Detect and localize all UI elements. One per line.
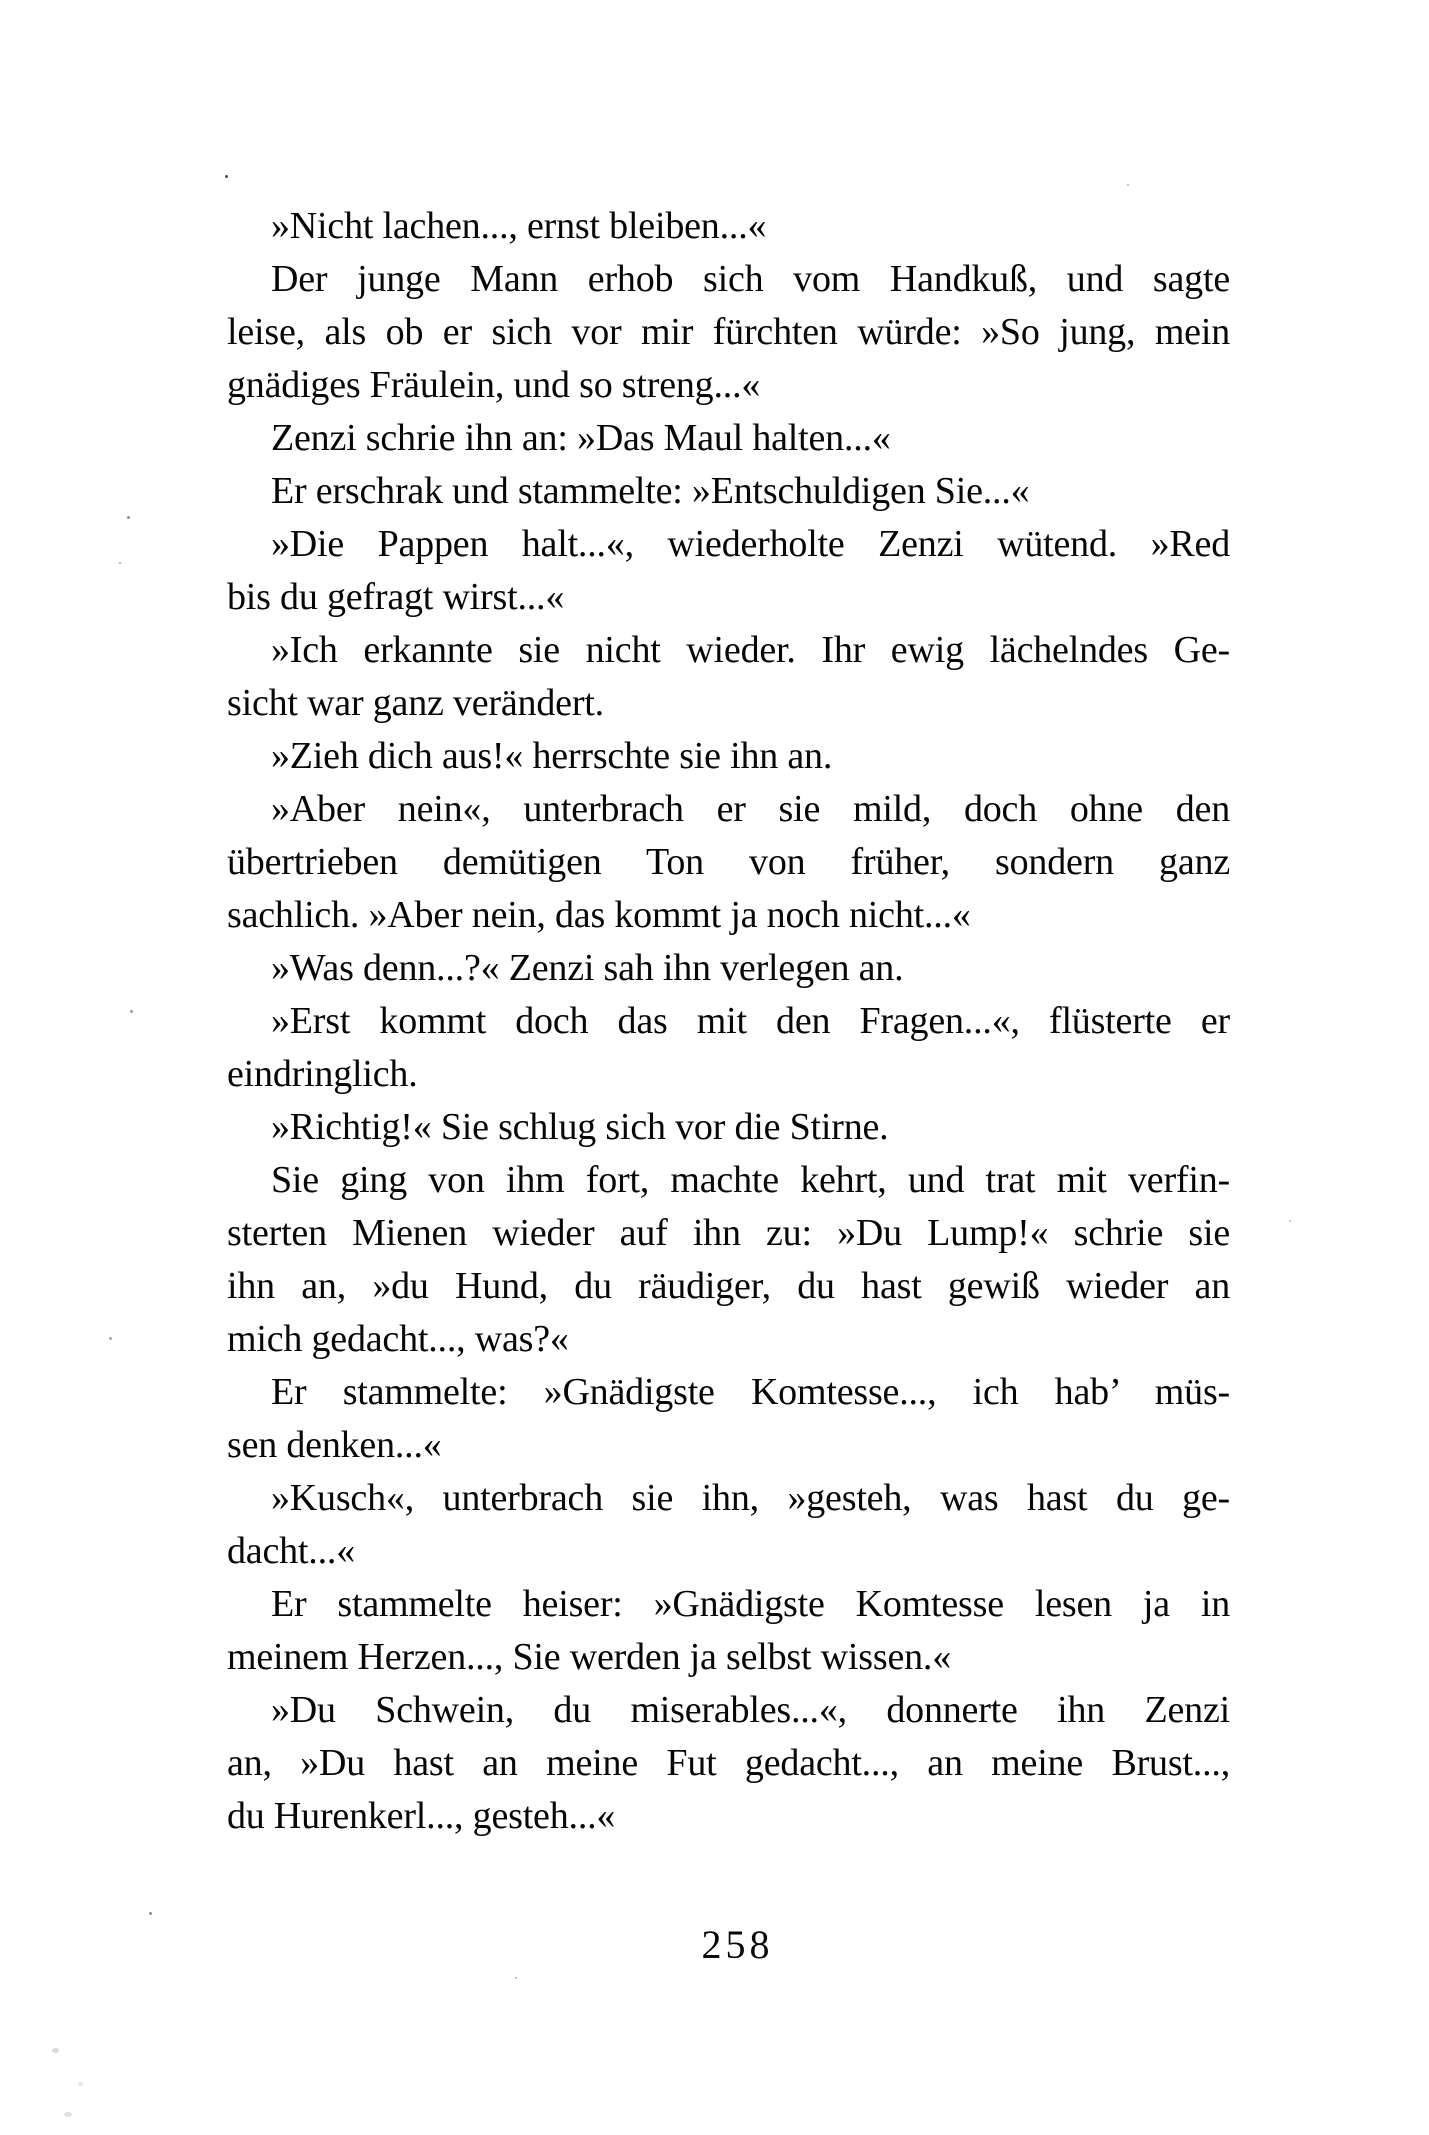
text-line: Er stammelte heiser: »Gnädigste Komtesse lesen ja in xyxy=(271,1583,1230,1625)
text-line: du Hurenkerl..., gesteh...« xyxy=(227,1795,616,1837)
text-line: »Ich erkannte sie nicht wieder. Ihr ewig lächelndes Ge- xyxy=(271,629,1230,671)
text-line: Er stammelte: »Gnädigste Komtesse..., ich hab’ müs- xyxy=(271,1371,1230,1413)
scan-speck xyxy=(52,2048,59,2053)
text-line: »Richtig!« Sie schlug sich vor die Stirne. xyxy=(271,1106,889,1148)
scan-speck xyxy=(130,1010,133,1013)
scan-speck xyxy=(1289,1220,1291,1222)
text-block xyxy=(227,200,1230,1843)
scan-speck xyxy=(127,516,130,519)
text-line: »Zieh dich aus!« herrschte sie ihn an. xyxy=(271,735,833,777)
scan-speck xyxy=(64,2112,72,2117)
page-number: 258 xyxy=(701,1922,774,1967)
scan-speck xyxy=(78,2082,83,2086)
text-line: meinem Herzen..., Sie werden ja selbst wissen.« xyxy=(227,1636,952,1678)
text-line: »Kusch«, unterbrach sie ihn, »gesteh, was hast du ge- xyxy=(271,1477,1230,1519)
text-line: dacht...« xyxy=(227,1530,355,1572)
scan-speck xyxy=(109,1337,112,1340)
text-line: Er erschrak und stammelte: »Entschuldigen Sie...« xyxy=(271,470,1030,512)
text-line: sterten Mienen wieder auf ihn zu: »Du Lump!« schrie sie xyxy=(227,1212,1230,1254)
text-line: Sie ging von ihm fort, machte kehrt, und trat mit verfin- xyxy=(271,1159,1230,1201)
text-line: mich gedacht..., was?« xyxy=(227,1318,569,1360)
scan-speck xyxy=(1127,184,1129,186)
text-line: eindringlich. xyxy=(227,1053,418,1095)
text-line: bis du gefragt wirst...« xyxy=(227,576,565,618)
text-line: Zenzi schrie ihn an: »Das Maul halten...« xyxy=(271,417,891,459)
scan-speck xyxy=(515,1977,517,1979)
text-line: »Erst kommt doch das mit den Fragen...«, flüsterte er xyxy=(271,1000,1230,1042)
scan-speck xyxy=(149,1912,152,1915)
text-line: »Aber nein«, unterbrach er sie mild, doch ohne den xyxy=(271,788,1230,830)
text-line: Der junge Mann erhob sich vom Handkuß, und sagte xyxy=(271,258,1230,300)
text-line: leise, als ob er sich vor mir fürchten würde: »So jung, mein xyxy=(227,311,1230,353)
text-line: »Die Pappen halt...«, wiederholte Zenzi wütend. »Red xyxy=(271,523,1230,565)
text-line: ihn an, »du Hund, du räudiger, du hast gewiß wieder an xyxy=(227,1265,1230,1307)
text-line: sachlich. »Aber nein, das kommt ja noch nicht...« xyxy=(227,894,971,936)
text-line: »Du Schwein, du miserables...«, donnerte ihn Zenzi xyxy=(271,1689,1230,1731)
text-line: sicht war ganz verändert. xyxy=(227,682,604,724)
text-line: an, »Du hast an meine Fut gedacht..., an meine Brust..., xyxy=(227,1742,1230,1784)
text-line: übertrieben demütigen Ton von früher, sondern ganz xyxy=(227,841,1230,883)
text-line: »Was denn...?« Zenzi sah ihn verlegen an. xyxy=(271,947,904,989)
scan-speck xyxy=(119,562,121,564)
text-line: »Nicht lachen..., ernst bleiben...« xyxy=(271,205,767,247)
text-line: gnädiges Fräulein, und so streng...« xyxy=(227,364,761,406)
scan-speck xyxy=(225,175,228,178)
text-line: sen denken...« xyxy=(227,1424,442,1466)
